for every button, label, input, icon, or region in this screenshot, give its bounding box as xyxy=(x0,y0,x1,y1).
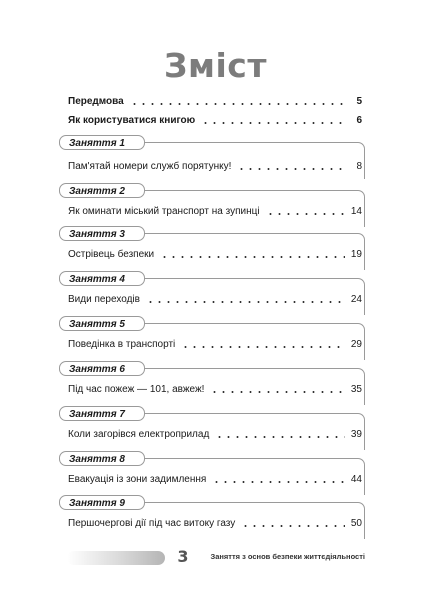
toc-entry-label: Під час пожеж — 101, авжеж! xyxy=(68,384,205,395)
dot-leader xyxy=(201,122,346,124)
lesson-tag: Заняття 3 xyxy=(59,226,145,241)
dot-leader xyxy=(146,301,345,303)
toc-page-number: 19 xyxy=(350,249,362,260)
dot-leader xyxy=(212,481,345,483)
toc-entry-label: Поведінка в транспорті xyxy=(68,339,176,350)
lesson-tag: Заняття 8 xyxy=(59,451,145,466)
page-title: Зміст xyxy=(164,46,267,85)
toc-entry-label: Острівець безпеки xyxy=(68,249,155,260)
toc-entry-lesson-1[interactable] xyxy=(68,157,362,173)
toc-page-number: 5 xyxy=(356,96,362,107)
lesson-tag: Заняття 9 xyxy=(59,495,145,510)
lesson-tag: Заняття 6 xyxy=(59,361,145,376)
dot-leader xyxy=(237,168,346,170)
lesson-tag: Заняття 1 xyxy=(59,135,145,150)
lesson-tag: Заняття 7 xyxy=(59,406,145,421)
toc-entry-label: Коли загорівся електроприлад xyxy=(68,429,210,440)
lesson-tag: Заняття 2 xyxy=(59,183,145,198)
dot-leader xyxy=(215,436,345,438)
lesson-tag: Заняття 4 xyxy=(59,271,145,286)
toc-entry-label: Передмова xyxy=(68,96,124,107)
toc-page-number: 6 xyxy=(356,115,362,126)
toc-entry-label: Евакуація із зони задимлення xyxy=(68,474,207,485)
toc-entry-label: Як оминати міський транспорт на зупинці xyxy=(68,206,260,217)
toc-entry-lesson-9[interactable] xyxy=(68,514,362,530)
footer-decor-bar xyxy=(67,551,165,565)
footer-page-number: 3 xyxy=(177,547,189,566)
toc-page-number: 50 xyxy=(350,518,362,529)
toc-entry-lesson-2[interactable] xyxy=(68,202,362,218)
toc-page-number: 8 xyxy=(356,161,362,172)
toc-page-number: 24 xyxy=(350,294,362,305)
toc-page-number: 39 xyxy=(350,429,362,440)
dot-leader xyxy=(160,256,345,258)
toc-entry-lesson-8[interactable] xyxy=(68,470,362,486)
dot-leader xyxy=(210,391,344,393)
toc-entry-label: Як користуватися книгою xyxy=(68,115,196,126)
toc-entry-label: Пам'ятай номери служб порятунку! xyxy=(68,161,232,172)
toc-entry-lesson-3[interactable] xyxy=(68,245,362,261)
toc-entry-lesson-4[interactable] xyxy=(68,290,362,306)
toc-page-number: 35 xyxy=(350,384,362,395)
toc-page-number: 29 xyxy=(350,339,362,350)
toc-entry-label: Першочергові дії під час витоку газу xyxy=(68,518,236,529)
toc-entry-preface[interactable] xyxy=(68,92,362,108)
toc-entry-label: Види переходів xyxy=(68,294,140,305)
dot-leader xyxy=(130,103,346,105)
toc-entry-lesson-6[interactable] xyxy=(68,380,362,396)
toc-page-number: 14 xyxy=(350,206,362,217)
toc-entry-how-to-use[interactable] xyxy=(68,111,362,127)
footer-running-title: Заняття з основ безпеки життєдіяльності xyxy=(210,552,365,561)
dot-leader xyxy=(266,213,345,215)
lesson-tag: Заняття 5 xyxy=(59,316,145,331)
dot-leader xyxy=(241,525,345,527)
toc-entry-lesson-7[interactable] xyxy=(68,425,362,441)
dot-leader xyxy=(181,346,345,348)
toc-page-number: 44 xyxy=(350,474,362,485)
toc-entry-lesson-5[interactable] xyxy=(68,335,362,351)
